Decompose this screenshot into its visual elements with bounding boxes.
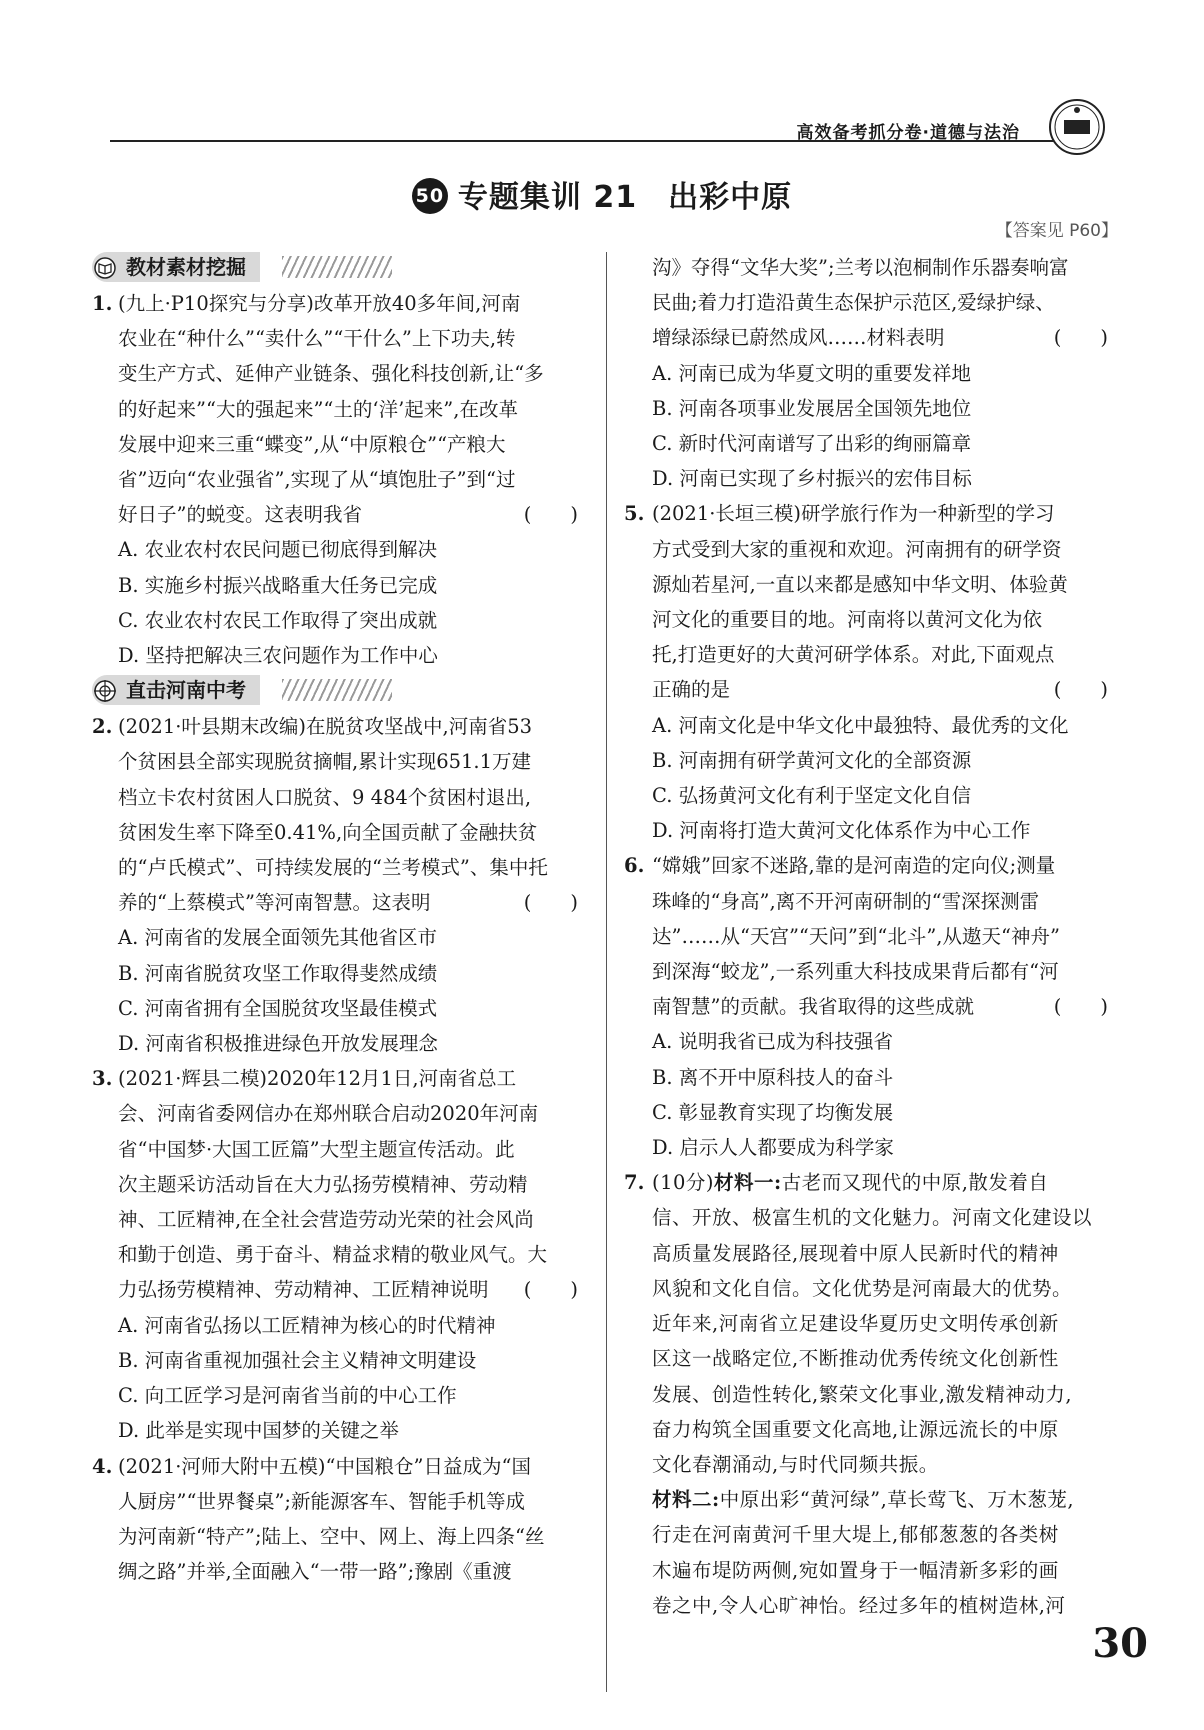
- answer-blank[interactable]: ( ): [523, 1278, 578, 1302]
- stem-text: 力弘扬劳模精神、劳动精神、工匠精神说明: [118, 1278, 489, 1302]
- stem-line: 到深海“蛟龙”,一系列重大科技成果背后都有“河: [652, 960, 1059, 984]
- question-number: 6.: [624, 854, 645, 878]
- material-line: 近年来,河南省立足建设华夏历史文明传承创新: [652, 1312, 1059, 1336]
- material-line: 发展、创造性转化,繁荣文化事业,激发精神动力,: [652, 1382, 1073, 1406]
- target-icon: [94, 680, 116, 702]
- stem-line: [652, 672, 1120, 707]
- material-line: 风貌和文化自信。文化优势是河南最大的优势。: [652, 1276, 1073, 1300]
- answer-blank[interactable]: ( ): [1053, 326, 1108, 350]
- section-header-exam: [92, 673, 590, 707]
- publisher-seal-icon: [1048, 98, 1106, 156]
- option-a[interactable]: A. 农业农村农民问题已彻底得到解决: [118, 538, 437, 562]
- material-line: 行走在河南黄河千里大堤上,郁郁葱葱的各类树: [652, 1523, 1059, 1547]
- stem-text: 南智慧”的贡献。我省取得的这些成就: [652, 995, 974, 1019]
- stem-line: 为河南新“特产”;陆上、空中、网上、海上四条“丝: [118, 1524, 545, 1548]
- option-b[interactable]: B. 河南省重视加强社会主义精神文明建设: [118, 1348, 477, 1372]
- material-2-label: 材料二:: [652, 1488, 720, 1512]
- stem-line: 省”迈向“农业强省”,实现了从“填饱肚子”到“过: [118, 468, 516, 492]
- running-header: [110, 118, 1070, 142]
- option-d[interactable]: D. 河南省积极推进绿色开放发展理念: [118, 1032, 438, 1056]
- stem-line: 托,打造更好的大黄河研学体系。对此,下面观点: [652, 643, 1055, 667]
- stem-line: 沟》夺得“文华大奖”;兰考以泡桐制作乐器奏响富: [652, 256, 1069, 279]
- stem-line: 人厨房”“世界餐桌”;新能源客车、智能手机等成: [118, 1489, 525, 1513]
- question-3: [92, 1061, 590, 1448]
- option-b[interactable]: B. 河南省脱贫攻坚工作取得斐然成绩: [118, 961, 438, 985]
- stem-line: 绸之路”并举,全面融入“一带一路”;豫剧《重渡: [118, 1560, 512, 1584]
- question-number: 7.: [624, 1171, 645, 1195]
- stem-line: 和勤于创造、勇于奋斗、精益求精的敬业风气。大: [118, 1243, 548, 1267]
- book-icon: [94, 257, 116, 279]
- option-c[interactable]: C. 河南省拥有全国脱贫攻坚最佳模式: [118, 996, 438, 1020]
- stem-line: 贫困发生率下降至0.41%,向全国贡献了金融扶贫: [118, 820, 538, 844]
- stem-line: 的好起来”“大的强起来”“土的‘洋’起来”,在改革: [118, 397, 518, 421]
- answer-blank[interactable]: ( ): [1053, 995, 1108, 1019]
- section-label: [92, 252, 260, 282]
- stem-line: 的“卢氏模式”、可持续发展的“兰考模式”、集中托: [118, 856, 548, 880]
- option-d[interactable]: D. 河南将打造大黄河文化体系作为中心工作: [652, 819, 1031, 843]
- option-a[interactable]: A. 河南省弘扬以工匠精神为核心的时代精神: [118, 1313, 496, 1337]
- option-c[interactable]: C. 农业农村农民工作取得了突出成就: [118, 608, 438, 632]
- stem-text: 好日子”的蜕变。这表明我省: [118, 503, 362, 527]
- option-c[interactable]: C. 向工匠学习是河南省当前的中心工作: [118, 1384, 457, 1408]
- material-text: 古老而又现代的中原,散发着自: [781, 1171, 1049, 1195]
- material-line: 文化春潮涌动,与时代同频共振。: [652, 1452, 939, 1476]
- stem-line: 省“中国梦·大国工匠篇”大型主题宣传活动。此: [118, 1137, 515, 1161]
- option-c[interactable]: C. 彰显教育实现了均衡发展: [652, 1100, 894, 1124]
- stem-text: 正确的是: [652, 678, 731, 702]
- material-line: [652, 1165, 1120, 1200]
- stem-line: 变生产方式、延伸产业链条、强化科技创新,让“多: [118, 362, 544, 386]
- stem-line: (2021·河师大附中五模)“中国粮仓”日益成为“国: [118, 1454, 531, 1478]
- stem-line: (2021·长垣三模)研学旅行作为一种新型的学习: [652, 502, 1055, 526]
- stem-line: 发展中迎来三重“蝶变”,从“中原粮仓”“产粮大: [118, 432, 506, 456]
- section-title: 直击河南中考: [126, 678, 246, 703]
- stem-line: (2021·叶县期末改编)在脱贫攻坚战中,河南省53: [118, 715, 533, 739]
- stem-line: 方式受到大家的重视和欢迎。河南拥有的研学资: [652, 537, 1062, 561]
- material-line: [652, 1482, 1120, 1517]
- section-hatch: [282, 679, 392, 701]
- question-5: [624, 496, 1120, 848]
- left-column: [92, 250, 590, 1589]
- option-b[interactable]: B. 实施乡村振兴战略重大任务已完成: [118, 573, 438, 597]
- material-line: 信、开放、极富生机的文化魅力。河南文化建设以: [652, 1206, 1093, 1230]
- stem-line: [652, 989, 1120, 1024]
- question-number: 1.: [92, 292, 113, 315]
- option-a[interactable]: A. 河南已成为华夏文明的重要发祥地: [652, 361, 971, 385]
- option-c[interactable]: C. 弘扬黄河文化有利于坚定文化自信: [652, 784, 972, 808]
- stem-text: 增绿添绿已蔚然成风……材料表明: [652, 326, 945, 350]
- material-text: 中原出彩“黄河绿”,草长莺飞、万木葱茏,: [719, 1488, 1075, 1512]
- question-4-start: [92, 1449, 590, 1590]
- stem-line: 民曲;着力打造沿黄生态保护示范区,爱绿护绿、: [652, 291, 1055, 315]
- material-line: 区这一战略定位,不断推动优秀传统文化创新性: [652, 1347, 1059, 1371]
- option-d[interactable]: D. 河南已实现了乡村振兴的宏伟目标: [652, 467, 972, 491]
- section-label: [92, 675, 260, 705]
- answer-blank[interactable]: ( ): [523, 891, 578, 915]
- series-title: 高效备考抓分卷·道德与法治: [796, 123, 1020, 143]
- question-number: 2.: [92, 715, 113, 739]
- stem-line: [118, 885, 590, 920]
- stem-line: 次主题采访活动旨在大力弘扬劳模精神、劳动精: [118, 1172, 528, 1196]
- stem-line: 会、河南省委网信办在郑州联合启动2020年河南: [118, 1102, 539, 1126]
- stem-line: [652, 320, 1120, 355]
- option-c[interactable]: C. 新时代河南谱写了出彩的绚丽篇章: [652, 432, 972, 456]
- material-line: 卷之中,令人心旷神怡。经过多年的植树造林,河: [652, 1593, 1066, 1617]
- material-line: 奋力构筑全国重要文化高地,让源远流长的中原: [652, 1417, 1059, 1441]
- stem-line: “嫦娥”回家不迷路,靠的是河南造的定向仪;测量: [652, 854, 1056, 878]
- question-1: [92, 286, 590, 673]
- page-number: 30: [1092, 1620, 1148, 1667]
- title-text: 专题集训 21 出彩中原: [457, 180, 793, 215]
- option-a[interactable]: A. 河南文化是中华文化中最独特、最优秀的文化: [652, 713, 1069, 737]
- option-b[interactable]: B. 离不开中原科技人的奋斗: [652, 1065, 894, 1089]
- question-number: 5.: [624, 502, 645, 526]
- stem-line: 个贫困县全部实现脱贫摘帽,累计实现651.1万建: [118, 750, 532, 774]
- question-2: [92, 709, 590, 1061]
- answer-reference: 【答案见 P60】: [995, 221, 1118, 241]
- section-header-textbook: [92, 250, 590, 284]
- answer-blank[interactable]: ( ): [523, 503, 578, 527]
- stem-line: 农业在“种什么”“卖什么”“干什么”上下功夫,转: [118, 327, 516, 351]
- option-a[interactable]: A. 河南省的发展全面领先其他省区市: [118, 926, 437, 950]
- section-hatch: [282, 256, 392, 278]
- stem-line: (九上·P10探究与分享)改革开放40多年间,河南: [118, 292, 521, 315]
- stem-line: 档立卡农村贫困人口脱贫、9 484个贫困村退出,: [118, 785, 532, 809]
- right-column: [624, 250, 1120, 1623]
- option-b[interactable]: B. 河南拥有研学黄河文化的全部资源: [652, 748, 972, 772]
- question-number: 4.: [92, 1454, 113, 1478]
- option-d[interactable]: D. 坚持把解决三农问题作为工作中心: [118, 644, 438, 668]
- question-6: [624, 848, 1120, 1165]
- material-line: 木遍布堤防两侧,宛如置身于一幅清新多彩的画: [652, 1558, 1059, 1582]
- material-1-label: 材料一:: [714, 1171, 782, 1195]
- stem-line: 达”……从“天宫”“天问”到“北斗”,从遨天“神舟”: [652, 924, 1060, 948]
- stem-line: 河文化的重要目的地。河南将以黄河文化为依: [652, 608, 1043, 632]
- question-number: 3.: [92, 1067, 113, 1091]
- stem-line: 珠峰的“身高”,离不开河南研制的“雪深探测雷: [652, 889, 1040, 913]
- stem-text: 养的“上蔡模式”等河南智慧。这表明: [118, 891, 431, 915]
- question-score: (10分): [652, 1171, 715, 1195]
- option-d[interactable]: D. 此举是实现中国梦的关键之举: [118, 1419, 399, 1443]
- material-line: 高质量发展路径,展现着中原人民新时代的精神: [652, 1241, 1059, 1265]
- column-divider: [606, 252, 607, 1692]
- stem-line: 神、工匠精神,在全社会营造劳动光荣的社会风尚: [118, 1208, 534, 1232]
- stem-line: (2021·辉县二模)2020年12月1日,河南省总工: [118, 1067, 517, 1091]
- page-title: [0, 172, 1204, 217]
- section-title: 教材素材挖掘: [126, 255, 246, 279]
- title-number-badge: 50: [412, 178, 448, 214]
- option-b[interactable]: B. 河南各项事业发展居全国领先地位: [652, 396, 972, 420]
- stem-line: 源灿若星河,一直以来都是感知中华文明、体验黄: [652, 572, 1068, 596]
- option-a[interactable]: A. 说明我省已成为科技强省: [652, 1030, 893, 1054]
- answer-blank[interactable]: ( ): [1053, 678, 1108, 702]
- question-7: [624, 1165, 1120, 1623]
- option-d[interactable]: D. 启示人人都要成为科学家: [652, 1136, 894, 1160]
- stem-line: [118, 1272, 590, 1307]
- stem-line: [118, 497, 590, 532]
- question-4-continued: [624, 250, 1120, 496]
